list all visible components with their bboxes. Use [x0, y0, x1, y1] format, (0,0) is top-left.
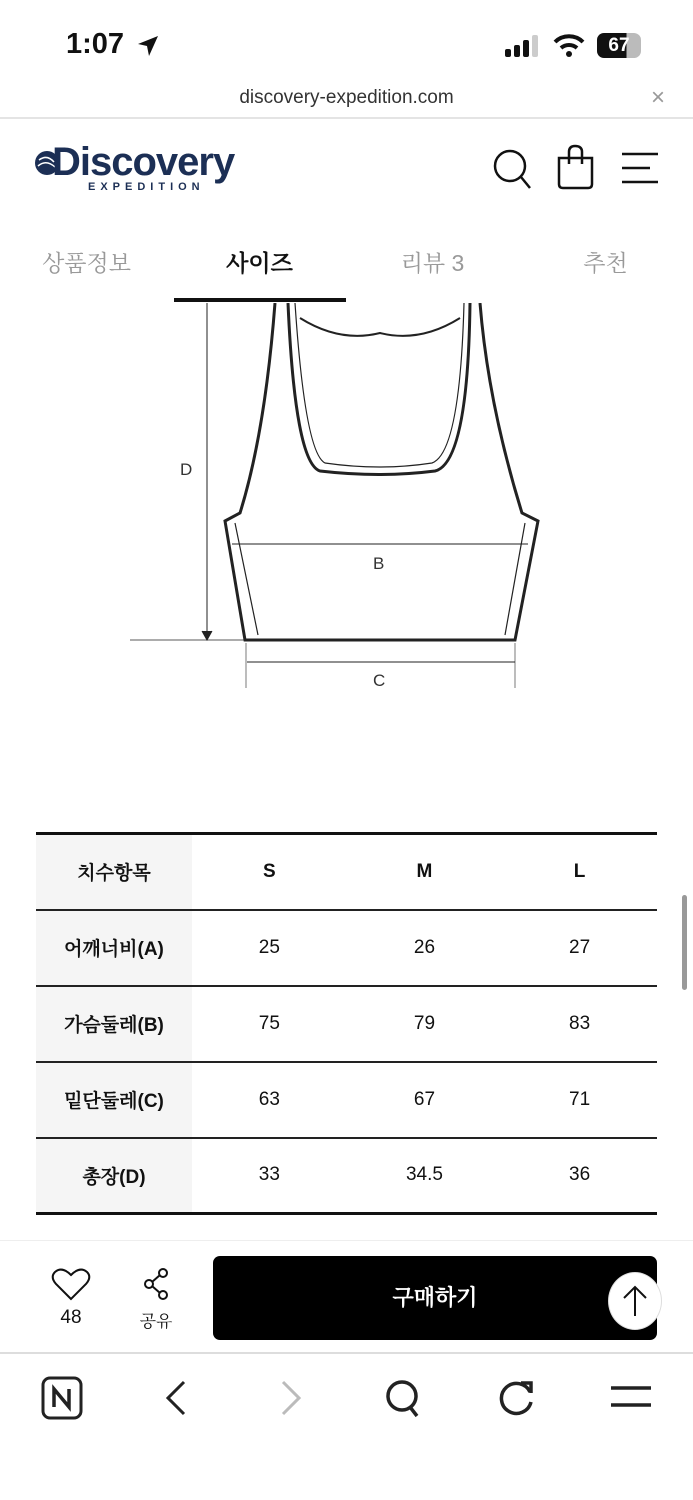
- tab-size[interactable]: 사이즈: [226, 250, 293, 276]
- shopping-bag-icon[interactable]: [556, 144, 596, 190]
- buy-button[interactable]: 구매하기: [213, 1256, 657, 1340]
- menu-icon[interactable]: [620, 152, 658, 184]
- close-icon[interactable]: ×: [650, 84, 665, 111]
- like-count: 48: [60, 1307, 82, 1328]
- brand-logo-sub: EXPEDITION: [88, 181, 205, 193]
- row-label: 어깨너비(A): [36, 910, 192, 986]
- table-cell: 67: [347, 1062, 502, 1138]
- row-label: 밑단둘레(C): [36, 1062, 192, 1138]
- header-cell: 치수항목: [36, 834, 192, 910]
- table-row: [36, 986, 657, 1062]
- table-cell: 34.5: [405, 1164, 443, 1186]
- arrow-up-icon: [620, 1284, 650, 1318]
- table-cell: 63: [192, 1062, 347, 1138]
- table-cell: 36: [569, 1164, 591, 1186]
- like-button[interactable]: [46, 1266, 96, 1329]
- share-label: 공유: [139, 1312, 173, 1331]
- row-label: 가슴둘레(B): [36, 986, 192, 1062]
- naver-home-icon[interactable]: [41, 1376, 83, 1420]
- url-text: discovery-expedition.com: [239, 87, 454, 108]
- diagram-label-b: B: [373, 554, 385, 573]
- share-icon: [131, 1266, 181, 1302]
- table-cell: 71: [502, 1062, 657, 1138]
- table-row: [36, 1138, 657, 1214]
- battery-indicator: 67: [597, 33, 641, 58]
- browser-menu-icon[interactable]: [609, 1384, 653, 1410]
- forward-icon[interactable]: [278, 1380, 304, 1416]
- back-icon[interactable]: [163, 1380, 189, 1416]
- row-label: 총장(D): [36, 1138, 192, 1214]
- search-icon[interactable]: [492, 148, 532, 190]
- wifi-icon: [553, 33, 585, 57]
- header-cell: L: [502, 834, 657, 910]
- table-cell: 25: [192, 910, 347, 986]
- table-cell: 33: [258, 1164, 280, 1186]
- table-row: [36, 910, 657, 986]
- location-icon: [136, 34, 160, 58]
- tab-reviews[interactable]: 리뷰 3: [400, 250, 465, 276]
- status-bar: [0, 0, 693, 85]
- heart-icon: [46, 1266, 96, 1302]
- table-cell: 75: [192, 986, 347, 1062]
- table-row: [36, 1062, 657, 1138]
- table-cell: 26: [347, 910, 502, 986]
- share-button[interactable]: [131, 1266, 181, 1332]
- purchase-bar: [0, 1240, 693, 1354]
- reload-icon[interactable]: [497, 1378, 537, 1418]
- active-tab-indicator: [174, 298, 346, 302]
- table-cell: 79: [347, 986, 502, 1062]
- tab-recommend[interactable]: 추천: [583, 250, 628, 276]
- diagram-label-d: D: [180, 460, 193, 479]
- tab-product-info[interactable]: 상품정보: [42, 250, 131, 276]
- signal-icon: [505, 35, 543, 57]
- header-cell: M: [347, 834, 502, 910]
- scrollbar[interactable]: [682, 895, 687, 990]
- browser-toolbar: [0, 1354, 693, 1500]
- search-icon[interactable]: [384, 1378, 424, 1418]
- table-cell: 27: [502, 910, 657, 986]
- size-table: [36, 832, 657, 1215]
- diagram-label-c: C: [373, 671, 386, 690]
- url-bar[interactable]: [0, 85, 693, 119]
- brand-logo[interactable]: Discovery: [52, 140, 235, 184]
- table-header-row: [36, 834, 657, 910]
- scroll-to-top-button[interactable]: [608, 1272, 662, 1330]
- table-cell: 83: [502, 986, 657, 1062]
- status-time: 1:07: [66, 28, 125, 60]
- size-diagram: [120, 303, 560, 703]
- header-cell: S: [192, 834, 347, 910]
